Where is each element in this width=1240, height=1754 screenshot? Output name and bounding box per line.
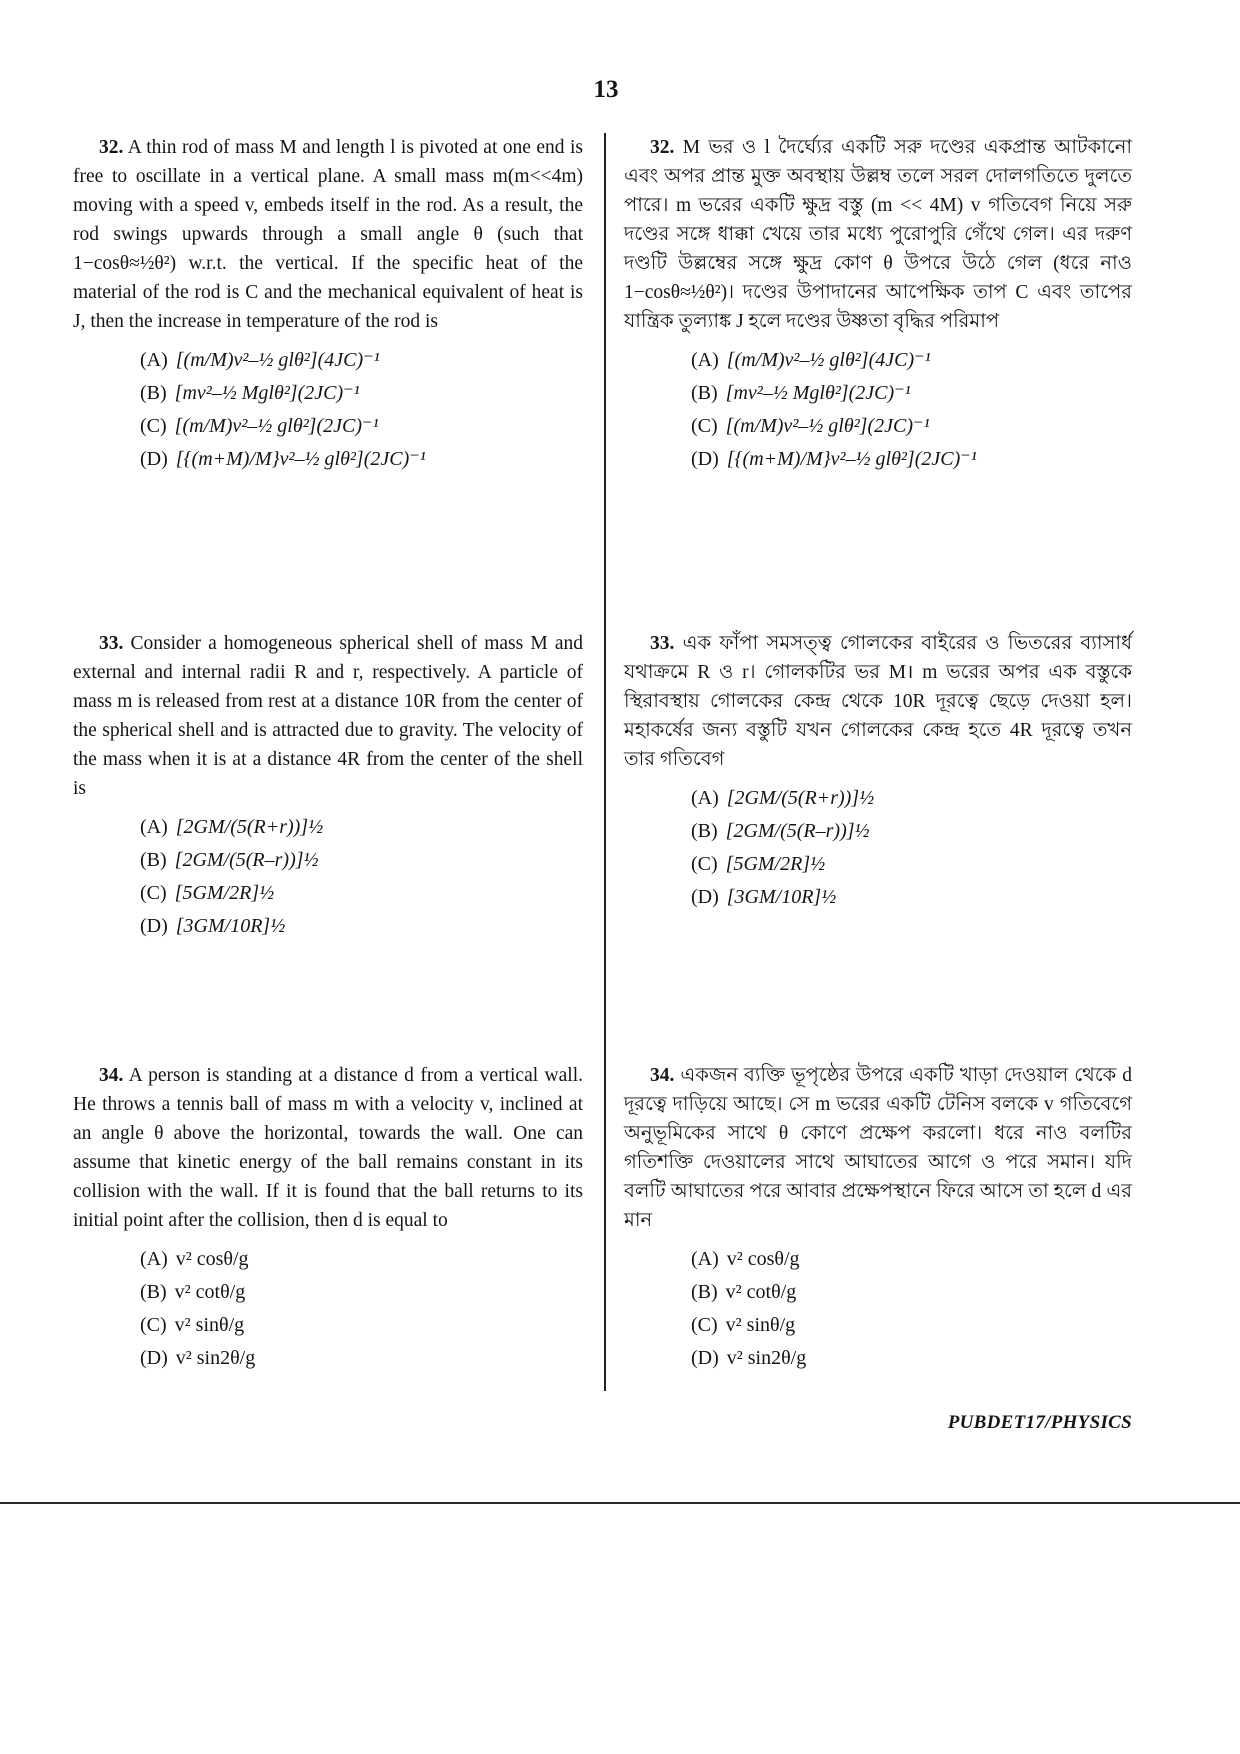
question-stem: A thin rod of mass M and length l is pivoted at one end is free to oscillate in a vertical plane. A small mass m(m<<4m) moving with a speed v, embeds itself in the rod. As a result, the rod swings upwards through a small angle θ (such that 1−cosθ≈½θ²) w.r.t. the vertical. If the specific heat of the material of the rod is C and the mechanical equivalent of heat is J, then the increase in temperature of the rod is	[73, 137, 583, 332]
option-label: (A)	[140, 816, 168, 838]
option-text: [3GM/10R]½	[175, 915, 286, 937]
option-b	[691, 377, 1132, 410]
question-33-en	[73, 629, 583, 943]
option-text: [3GM/10R]½	[726, 886, 837, 908]
option-label: (B)	[691, 820, 718, 842]
option-c	[140, 410, 583, 443]
option-text: v² sinθ/g	[174, 1314, 245, 1336]
option-d	[140, 1342, 583, 1375]
column-divider	[604, 133, 606, 1391]
option-label: (D)	[140, 915, 168, 937]
option-text: [2GM/(5(R+r))]½	[175, 816, 324, 838]
option-label: (D)	[691, 886, 719, 908]
option-c	[140, 877, 583, 910]
option-d	[140, 910, 583, 943]
option-label: (A)	[691, 349, 719, 371]
question-stem: Consider a homogeneous spherical shell of mass M and external and internal radii R and r, respectively. A particle of mass m is released from rest at a distance 10R from the center of the spherical shell and is attracted due to gravity. The velocity of the mass when it is at a distance 4R from the center of the shell is	[73, 633, 584, 799]
option-text: [mv²–½ Mglθ²](2JC)⁻¹	[725, 382, 911, 404]
option-b	[140, 844, 583, 877]
option-text: [2GM/(5(R–r))]½	[174, 849, 319, 871]
question-number: 33.	[99, 633, 124, 654]
option-text: [{(m+M)/M}v²–½ glθ²](2JC)⁻¹	[726, 448, 977, 470]
question-32-en-text	[73, 133, 583, 336]
option-c	[691, 848, 1132, 881]
option-text: v² cotθ/g	[174, 1281, 246, 1303]
option-b	[691, 1276, 1132, 1309]
option-label: (C)	[140, 415, 167, 437]
option-label: (D)	[140, 448, 168, 470]
option-text: [2GM/(5(R–r))]½	[725, 820, 870, 842]
option-text: [mv²–½ Mglθ²](2JC)⁻¹	[174, 382, 360, 404]
question-number: 32.	[99, 137, 124, 158]
option-a	[691, 1243, 1132, 1276]
question-stem: একজন ব্যক্তি ভূপৃষ্ঠের উপরে একটি খাড়া দেওয়াল থেকে d দূরত্বে দাড়িয়ে আছে। সে m ভরের একটি টেনিস বলকে v গতিবেগে অনুভূমিকের সাথে θ কোণে প্রক্ষেপ করলো। ধরে নাও বলটির গতিশক্তি দেওয়ালের সাথে আঘাতের আগে ও পরে সমান। যদি বলটি আঘাতের পরে আবার প্রক্ষেপস্থানে ফিরে আসে তা হলে d এর মান	[624, 1065, 1133, 1231]
option-label: (B)	[140, 849, 167, 871]
option-text: [(m/M)v²–½ glθ²](2JC)⁻¹	[174, 415, 379, 437]
option-text: [2GM/(5(R+r))]½	[726, 787, 875, 809]
option-b	[140, 1276, 583, 1309]
question-34-en-text	[73, 1061, 583, 1235]
option-label: (C)	[691, 853, 718, 875]
option-label: (D)	[691, 448, 719, 470]
option-d	[691, 443, 1132, 476]
question-number: 32.	[650, 137, 675, 158]
option-d	[140, 443, 583, 476]
option-text: [{(m+M)/M}v²–½ glθ²](2JC)⁻¹	[175, 448, 426, 470]
option-label: (A)	[691, 1248, 719, 1270]
option-label: (A)	[140, 1248, 168, 1270]
page-number: 13	[593, 76, 619, 103]
question-32-en	[73, 133, 583, 476]
option-a	[691, 782, 1132, 815]
options-list	[624, 782, 1132, 914]
option-label: (B)	[140, 382, 167, 404]
option-label: (D)	[691, 1347, 719, 1369]
option-a	[140, 344, 583, 377]
option-text: [5GM/2R]½	[725, 853, 826, 875]
option-label: (C)	[691, 415, 718, 437]
option-text: [5GM/2R]½	[174, 882, 275, 904]
option-text: [(m/M)v²–½ glθ²](2JC)⁻¹	[725, 415, 930, 437]
option-c	[140, 1309, 583, 1342]
option-label: (A)	[691, 787, 719, 809]
option-a	[691, 344, 1132, 377]
question-stem: M ভর ও l দৈর্ঘ্যের একটি সরু দণ্ডের একপ্রান্ত আটকানো এবং অপর প্রান্ত মুক্ত অবস্থায় উল্লম্ব তলে সরল দোলগতিতে দুলতে পারে। m ভরের একটি ক্ষুদ্র বস্তু (m << 4M) v গতিবেগ নিয়ে সরু দণ্ডের সঙ্গে ধাক্কা খেয়ে তার মধ্যে পুরোপুরি গেঁথে গেল। এর দরুণ দণ্ডটি উল্লম্বের সঙ্গে ক্ষুদ্র কোণ θ উপরে উঠে গেল (ধরে নাও 1−cosθ≈½θ²)। দণ্ডের উপাদানের আপেক্ষিক তাপ C এবং তাপের যান্ত্রিক তুল্যাঙ্ক J হলে দণ্ডের উষ্ণতা বৃদ্ধির পরিমাপ	[624, 137, 1133, 332]
question-33-bn-text	[624, 629, 1132, 774]
options-list	[624, 1243, 1132, 1375]
option-text: v² sinθ/g	[725, 1314, 796, 1336]
option-c	[691, 1309, 1132, 1342]
question-34-bn	[624, 1061, 1132, 1375]
option-text: v² cosθ/g	[175, 1248, 249, 1270]
option-c	[691, 410, 1132, 443]
option-text: v² sin2θ/g	[175, 1347, 256, 1369]
question-number: 34.	[99, 1065, 124, 1086]
option-b	[691, 815, 1132, 848]
question-34-bn-text	[624, 1061, 1132, 1235]
question-stem: A person is standing at a distance d from a vertical wall. He throws a tennis ball of mass m with a velocity v, inclined at an angle θ above the horizontal, towards the wall. One can assume that kinetic energy of the ball remains constant in its collision with the wall. If it is found that the ball returns to its initial point after the collision, then d is equal to	[73, 1065, 583, 1231]
option-b	[140, 377, 583, 410]
paper-code: PUBDET17/PHYSICS	[947, 1412, 1132, 1433]
option-text: v² cosθ/g	[726, 1248, 800, 1270]
option-label: (A)	[140, 349, 168, 371]
option-d	[691, 1342, 1132, 1375]
option-label: (B)	[691, 382, 718, 404]
option-a	[140, 811, 583, 844]
options-list	[73, 344, 583, 476]
option-text: [(m/M)v²–½ glθ²](4JC)⁻¹	[175, 349, 380, 371]
question-33-en-text	[73, 629, 583, 803]
option-text: v² cotθ/g	[725, 1281, 797, 1303]
option-d	[691, 881, 1132, 914]
option-label: (C)	[691, 1314, 718, 1336]
option-label: (D)	[140, 1347, 168, 1369]
question-32-bn	[624, 133, 1132, 476]
bottom-rule	[0, 1502, 1240, 1504]
options-list	[624, 344, 1132, 476]
question-number: 33.	[650, 633, 675, 654]
question-stem: এক ফাঁপা সমসত্ত্ব গোলকের বাইরের ও ভিতরের ব্যাসার্ধ যথাক্রমে R ও r। গোলকটির ভর M। m ভরের অপর এক বস্তুকে স্থিরাবস্থায় গোলকের কেন্দ্র থেকে 10R দূরত্বে ছেড়ে দেওয়া হল। মহাকর্ষের জন্য বস্তুটি যখন গোলকের কেন্দ্র হতে 4R দূরত্বে তখন তার গতিবেগ	[624, 633, 1132, 770]
question-33-bn	[624, 629, 1132, 914]
question-number: 34.	[650, 1065, 675, 1086]
option-label: (C)	[140, 882, 167, 904]
option-label: (C)	[140, 1314, 167, 1336]
options-list	[73, 811, 583, 943]
option-text: v² sin2θ/g	[726, 1347, 807, 1369]
options-list	[73, 1243, 583, 1375]
option-text: [(m/M)v²–½ glθ²](4JC)⁻¹	[726, 349, 931, 371]
option-label: (B)	[140, 1281, 167, 1303]
option-a	[140, 1243, 583, 1276]
question-32-bn-text	[624, 133, 1132, 336]
question-34-en	[73, 1061, 583, 1375]
option-label: (B)	[691, 1281, 718, 1303]
